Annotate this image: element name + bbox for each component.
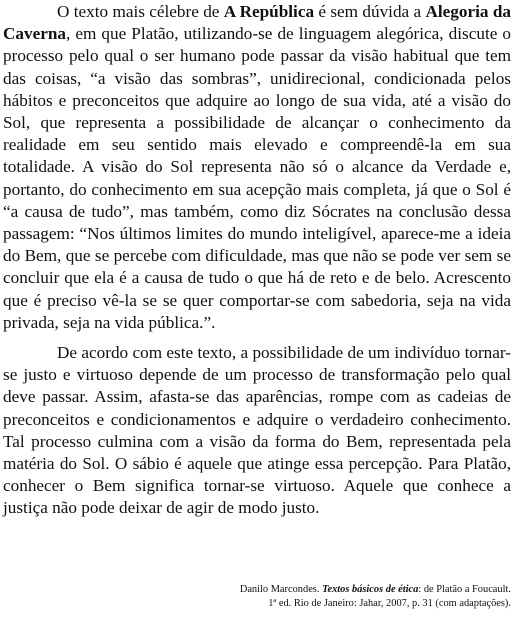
paragraph-1-body: , em que Platão, utilizando-se de linguagem alegórica, discute o processo pelo qual o ser humano pode passar da visão habitual que tem das coisas, “a visão das sombras”, unidirecional, condicionada pelos hábitos e preconceitos que adquire ao longo de sua vida, até a visão do Sol, que representa a possibilidade de alcançar o conhecimento da realidade em seu sentido mais elevado e compreendê-la em sua totalidade. A visão do Sol representa não só o alcance da Verdade e, portanto, do conhecimento em sua acepção mais completa, já que o Sol é “a causa de tudo”, mas também, como diz Sócrates na conclusão dessa passagem: “Nos últimos limites do mundo inteligível, aparece-me a ideia do Bem, que se percebe com dificuldade, mas que não se pode ver sem se concluir que ela é a causa de tudo o que há de reto e de belo. Acrescento que é preciso vê-la se se quer comportar-se com sabedoria, seja na vida privada, seja na vida pública.”.	[3, 24, 511, 332]
paragraph-1-connector: é sem dúvida a	[314, 2, 426, 21]
allegory-title: Alegoria da Caverna	[3, 2, 511, 44]
paragraph-2: De acordo com este texto, a possibilidade de um indivíduo tornar-se justo e virtuoso depende de um processo de transformação pelo qual deve passar. Assim, afasta-se das aparências, rompe com as cadeias de preconceitos e condicionamentos e adquire o verdadeiro conhecimento. Tal processo culmina com a visão da forma do Bem, representada pela matéria do Sol. O sábio é aquele que atinge essa percepção. Para Platão, conhecer o Bem significa tornar-se virtuoso. Aquele que conhece a justiça não pode deixar de agir de modo justo.	[3, 343, 511, 518]
document-body	[3, 0, 511, 520]
source-citation-line-1	[71, 583, 511, 597]
source-subtitle: : de Platão a Foucault.	[418, 584, 511, 595]
source-citation-line-2: 1ª ed. Rio de Janeiro: Jahar, 2007, p. 31 (com adaptações).	[268, 598, 511, 609]
source-title: Textos básicos de ética	[322, 584, 419, 595]
paragraph-1	[3, 0, 511, 334]
source-author: Danilo Marcondes.	[239, 584, 323, 595]
book-title: A República	[223, 2, 315, 21]
paragraph-1-intro: O texto mais célebre de	[57, 2, 224, 21]
